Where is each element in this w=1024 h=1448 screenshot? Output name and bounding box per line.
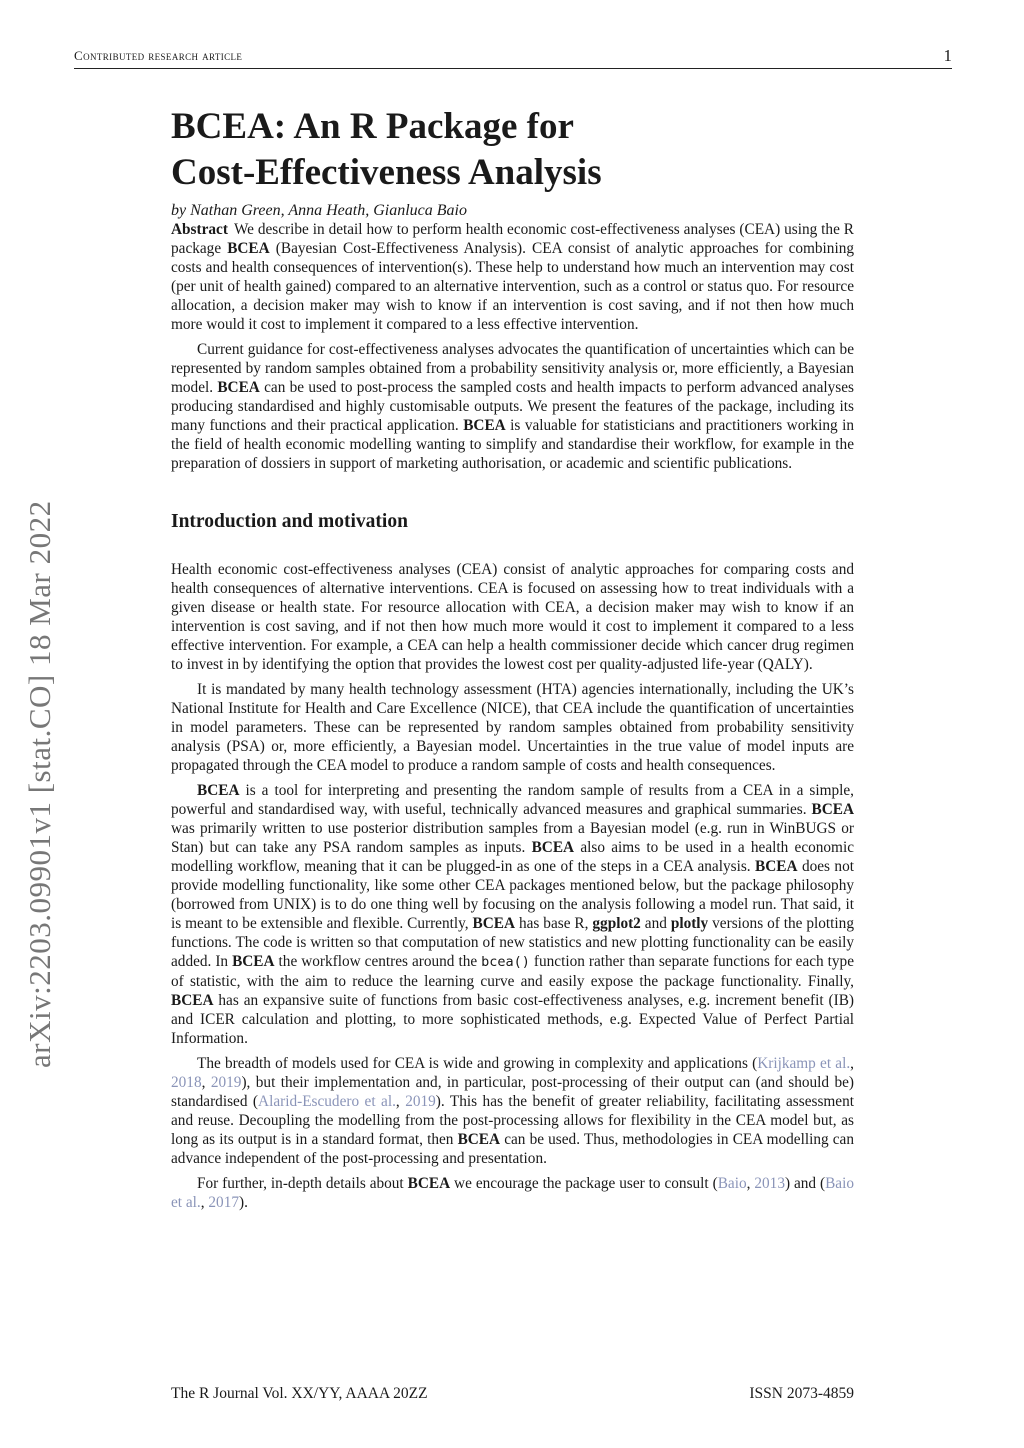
text-run: also aims to be used in a health economic modelling workflow, meaning that it can be plugged-in as one of the steps in a CEA analysis. [171, 839, 854, 875]
abstract-paragraph-1 [171, 220, 854, 334]
package-name: BCEA [472, 915, 516, 932]
abstract-paragraph-2 [171, 340, 854, 473]
abstract-label: Abstract [171, 221, 228, 238]
running-header [74, 46, 952, 69]
citation-link[interactable]: Baio et al. [171, 1175, 855, 1211]
package-name: BCEA [227, 240, 270, 257]
text-run: does not provide modelling functionality, like some other CEA packages mentioned below, but the package philosophy (borrowed from UNIX) is to do one thing well by focusing on the analysis following a model run. That said, it is meant to be extensible and flexible. Currently, [171, 858, 854, 932]
text-run: can be used. Thus, methodologies in CEA modelling can advance independent of the post-processing and presentation. [171, 1131, 854, 1167]
package-name: BCEA [811, 801, 854, 818]
text-run: We describe in detail how to perform health economic cost-effectiveness analyses (CEA) using the R package [171, 221, 854, 257]
text-run: ) and ( [784, 1175, 826, 1192]
text-run: the workflow centres around the [274, 953, 482, 970]
intro-paragraph-3 [171, 781, 854, 1048]
text-run: The breadth of models used for CEA is wide and growing in complexity and applications ( [197, 1055, 758, 1072]
issn: ISSN 2073-4859 [749, 1385, 854, 1402]
intro-paragraph-4 [171, 1054, 854, 1168]
article-body [171, 104, 854, 1212]
article-type: Contributed research article [74, 48, 243, 63]
page-footer [171, 1385, 854, 1403]
citation-link[interactable]: Krijkamp et al. [757, 1055, 851, 1072]
citation-link[interactable]: 2018 [171, 1074, 202, 1091]
text-run: ), but their implementation and, in particular, post-processing of their output can (and should be) standardised ( [171, 1074, 854, 1110]
journal-info: The R Journal Vol. XX/YY, AAAA 20ZZ [171, 1385, 428, 1402]
citation-link[interactable]: 2013 [754, 1175, 785, 1192]
paper-title [171, 104, 854, 196]
text-run: , [746, 1175, 755, 1192]
citation-link[interactable]: Alarid-Escudero et al. [258, 1093, 396, 1110]
page-number: 1 [943, 46, 952, 65]
intro-paragraph-2: It is mandated by many health technology assessment (HTA) agencies internationally, including the UK’s National Institute for Health and Care Excellence (NICE), that CEA include the quantification of uncertainties in model parameters. These can be represented by random samples obtained from probability sensitivity analysis (PSA) or, more efficiently, a Bayesian model. Uncertainties in the true value of model inputs are propagated through the CEA model to produce a random sample of costs and health consequences. [171, 681, 854, 774]
package-name: BCEA [457, 1131, 501, 1148]
text-run: was primarily written to use posterior distribution samples from a Bayesian model (e.g. run in WinBUGS or Stan) but can take any PSA random samples as inputs. [171, 820, 854, 856]
text-run: is valuable for statisticians and practitioners working in the field of health economic modelling wanting to simplify and standardise their workflow, for example in the preparation of dossiers in support of marketing authorisation, or academic and scientific publications. [171, 417, 854, 472]
citation-link[interactable]: 2019 [405, 1093, 436, 1110]
intro-paragraph-5 [171, 1174, 854, 1212]
author-list: by Nathan Green, Anna Heath, Gianluca Baio [171, 202, 467, 219]
text-run: Current guidance for cost-effectiveness analyses advocates the quantification of uncertainties which can be represented by random samples obtained from a probability sensitivity analysis or, more efficiently, a Bayesian model. [171, 341, 854, 396]
package-name: BCEA [407, 1175, 451, 1192]
arxiv-stamp: arXiv:2203.09901v1 [stat.CO] 18 Mar 2022 [22, 500, 57, 1068]
text-run: (Bayesian Cost-Effectiveness Analysis). CEA consist of analytic approaches for combining costs and health consequences of intervention(s). These help to understand how much an intervention may cost (per unit of health gained) compared to an alternative intervention, such as a control or status quo. For resource allocation, a decision maker may wish to know if an intervention is cost saving, and if not then how much more would it cost to implement it compared to a less effective intervention. [171, 240, 854, 333]
text-run: we encourage the package user to consult ( [450, 1175, 718, 1192]
text-run: can be used to post-process the sampled costs and health impacts to perform advanced analyses producing standardised and highly customisable outputs. We present the features of the package, including its many functions and their practical application. [171, 379, 854, 434]
code-function-name: bcea() [481, 954, 530, 970]
section-heading: Introduction and motivation [171, 511, 408, 532]
text-run: has an expansive suite of functions from basic cost-effectiveness analyses, e.g. increment benefit (IB) and ICER calculation and plotting, to more sophisticated methods, e.g. Expected Value of Perfect Partial Information. [171, 992, 854, 1047]
text-run: versions of the plotting functions. The code is written so that computation of new statistics and new plotting functionality can be easily added. In [171, 915, 854, 970]
package-name: BCEA [531, 839, 575, 856]
intro-paragraph-1: Health economic cost-effectiveness analyses (CEA) consist of analytic approaches for comparing costs and health consequences of alternative interventions. CEA is focused on assessing how to treat individuals with a given disease or health state. For resource allocation with CEA, a decision maker may wish to know if an intervention is cost saving, and if not then how much more would it cost to implement it compared to a less effective intervention. For example, a CEA can help a health commissioner decide which cancer drug regimen to invest in by identifying the option that provides the lowest cost per quality-adjusted life-year (QALY). [171, 561, 854, 673]
citation-link[interactable]: 2017 [208, 1194, 239, 1211]
package-name: BCEA [232, 953, 275, 970]
text-run: ). [238, 1194, 248, 1211]
package-name: BCEA [197, 782, 240, 799]
package-name: plotly [670, 915, 709, 932]
text-run: For further, in-depth details about [197, 1175, 408, 1192]
text-run: , [201, 1074, 211, 1091]
package-name: BCEA [171, 992, 214, 1009]
title-line-1: BCEA: An R Package for [171, 106, 574, 147]
text-run: function rather than separate functions for each type of statistic, with the aim to reduce the learning curve and easily expose the package functionality. Finally, [171, 953, 854, 990]
text-run: ). This has the benefit of greater reliability, facilitating assessment and reuse. Decoupling the modelling from the post-processing allows for flexibility in the CEA model but, as long as its output is in a standard format, then [171, 1093, 854, 1148]
text-run: , [200, 1194, 209, 1211]
text-run: , [395, 1093, 406, 1110]
text-run: and [640, 915, 671, 932]
text-run: is a tool for interpreting and presenting the random sample of results from a CEA in a simple, powerful and standardised way, with useful, technically advanced measures and graphical summaries. [171, 782, 854, 818]
text-run: has base R, [515, 915, 593, 932]
package-name: BCEA [217, 379, 260, 396]
text-run: , [850, 1055, 854, 1072]
package-name: BCEA [755, 858, 798, 875]
package-name: BCEA [463, 417, 506, 434]
package-name: ggplot2 [592, 915, 641, 932]
citation-link[interactable]: 2019 [210, 1074, 242, 1091]
citation-link[interactable]: Baio [717, 1175, 747, 1192]
title-line-2: Cost-Effectiveness Analysis [171, 152, 602, 193]
